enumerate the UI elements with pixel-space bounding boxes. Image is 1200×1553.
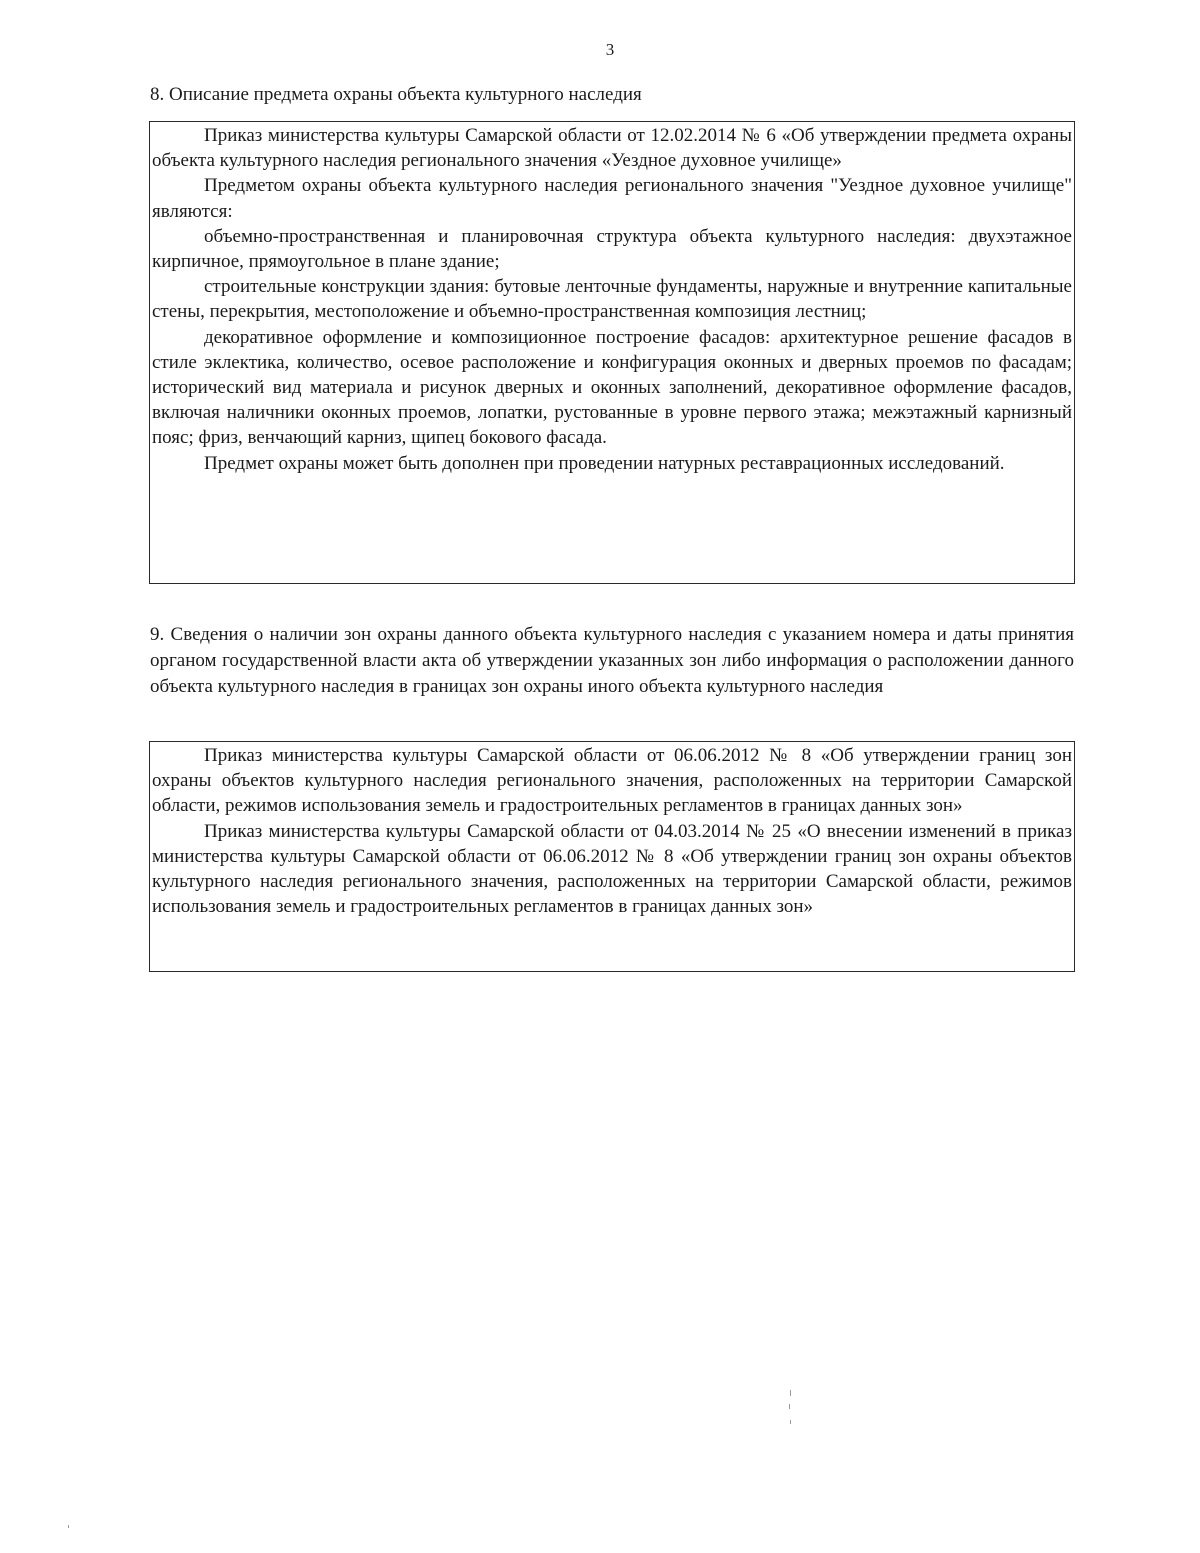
scan-speck: [790, 1420, 791, 1424]
section-9-box: [149, 741, 1075, 972]
scan-speck: [789, 1404, 790, 1409]
section-8-paragraph: строительные конструкции здания: бутовые ленточные фундаменты, наружные и внутренние капитальные стены, перекрытия, местоположение и объемно-пространственная композиция лестниц;: [152, 276, 1072, 323]
scan-speck: [68, 1525, 69, 1528]
section-9-heading: 9. Сведения о наличии зон охраны данного объекта культурного наследия с указанием номера и даты принятия органом государственной власти акта об утверждении указанных зон либо информация о расположении данного объекта культурного наследия в границах зон охраны иного объекта культурного наследия: [150, 624, 1074, 697]
section-8-paragraph: Предметом охраны объекта культурного наследия регионального значения "Уездное духовное училище" являются:: [152, 175, 1072, 222]
section-8-paragraph: декоративное оформление и композиционное построение фасадов: архитектурное решение фасадов в стиле эклектика, количество, осевое расположение и конфигурация оконных и дверных проемов по фасадам; исторический вид материала и рисунок дверных и оконных заполнений, декоративное оформление фасадов, включая наличники оконных проемов, лопатки, рустованные в уровне первого этажа; межэтажный карнизный пояс; фриз, венчающий карниз, щипец бокового фасада.: [152, 326, 1072, 449]
section-8-paragraph: Предмет охраны может быть дополнен при проведении натурных реставрационных исследований.: [204, 452, 1005, 474]
section-8-box: [149, 121, 1075, 584]
section-8-paragraph: объемно-пространственная и планировочная структура объекта культурного наследия: двухэтажное кирпичное, прямоугольное в плане здание;: [152, 225, 1072, 273]
scan-speck: [790, 1390, 791, 1396]
section-8-paragraph: Приказ министерства культуры Самарской области от 12.02.2014 № 6 «Об утверждении предмета охраны объекта культурного наследия регионального значения «Уездное духовное училище»: [152, 125, 1072, 172]
section-8-heading: 8. Описание предмета охраны объекта культурного наследия: [150, 84, 642, 105]
section-9-paragraph: Приказ министерства культуры Самарской области от 06.06.2012 № 8 «Об утверждении границ зон охраны объектов культурного наследия регионального значения, расположенных на территории Самарской области, режимов использования земель и градостроительных регламентов в границах данных зон»: [152, 745, 1072, 817]
section-9-paragraph: Приказ министерства культуры Самарской области от 04.03.2014 № 25 «О внесении изменений в приказ министерства культуры Самарской области от 06.06.2012 № 8 «Об утверждении границ зон охраны объектов культурного наследия регионального значения, расположенных на территории Самарской области, режимов использования земель и градостроительных регламентов в границах данных зон»: [152, 820, 1072, 918]
page-number: 3: [605, 40, 615, 59]
